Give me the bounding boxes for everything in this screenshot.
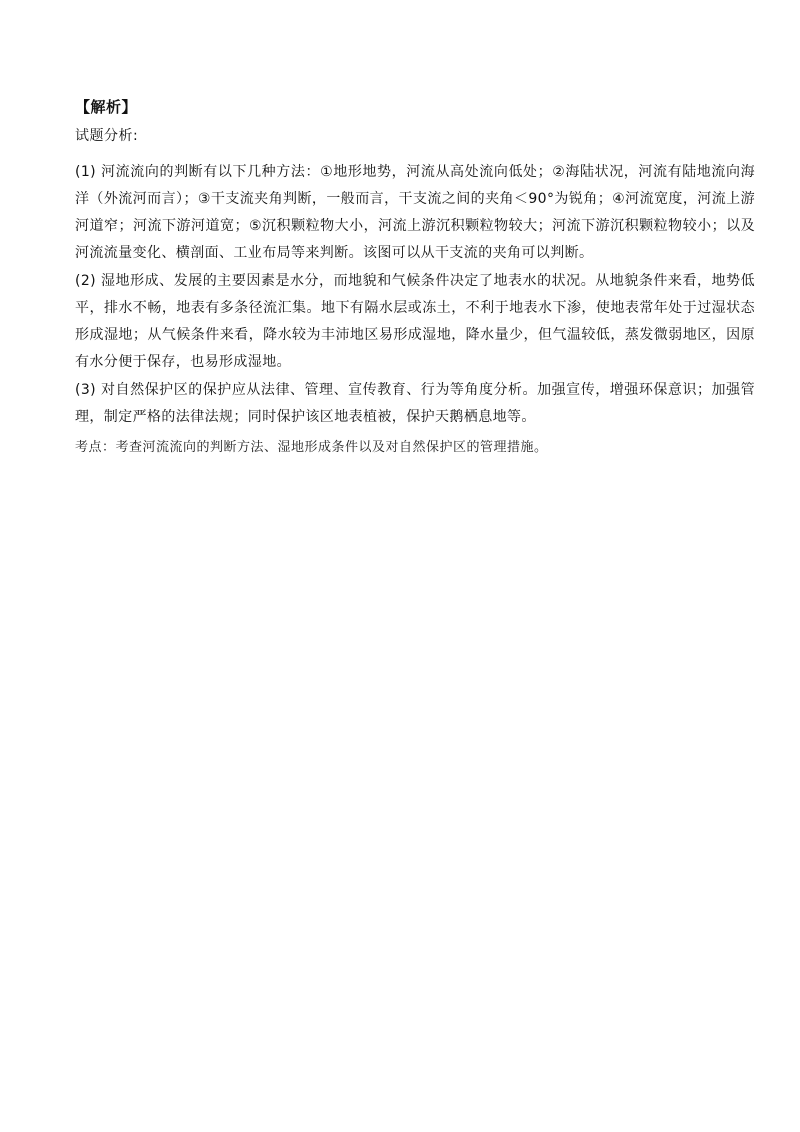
answer-part-1 [75,159,755,267]
paragraph-2: (2) 湿地形成、发展的主要因素是水分，而地貌和气候条件决定了地表水的状况。从地貌条件来看，地势低平，排水不畅，地表有多条径流汇集。地下有隔水层或冻土，不利于地表水下渗，使地表常年处于过湿状态形成湿地；从气候条件来看，降水较为丰沛地区易形成湿地，降水量少，但气温较低，蒸发微弱地区，因原有水分便于保存，也易形成湿地。 [75,273,755,370]
exam-point-note: 考点：考查河流流向的判断方法、湿地形成条件以及对自然保护区的管理措施。 [75,440,548,455]
answer-part-2 [75,268,755,376]
paragraph-1: (1) 河流流向的判断有以下几种方法：①地形地势，河流从高处流向低处；②海陆状况，河流有陆地流向海洋（外流河而言）；③干支流夹角判断，一般而言，干支流之间的夹角＜90°为锐角；④河流宽度，河流上游河道窄；河流下游河道宽；⑤沉积颗粒物大小，河流上游沉积颗粒物较大；河流下游沉积颗粒物较小；以及河流流量变化、横剖面、工业布局等来判断。该图可以从干支流的夹角可以判断。 [75,164,755,261]
analysis-heading: 【解析】 [75,98,138,116]
analysis-subheading: 试题分析: [75,128,139,144]
answer-part-3 [75,377,755,431]
paragraph-3: (3) 对自然保护区的保护应从法律、管理、宣传教育、行为等角度分析。加强宣传，增强环保意识；加强管理，制定严格的法律法规；同时保护该区地表植被，保护天鹅栖息地等。 [75,382,755,425]
analysis-section [75,98,755,457]
